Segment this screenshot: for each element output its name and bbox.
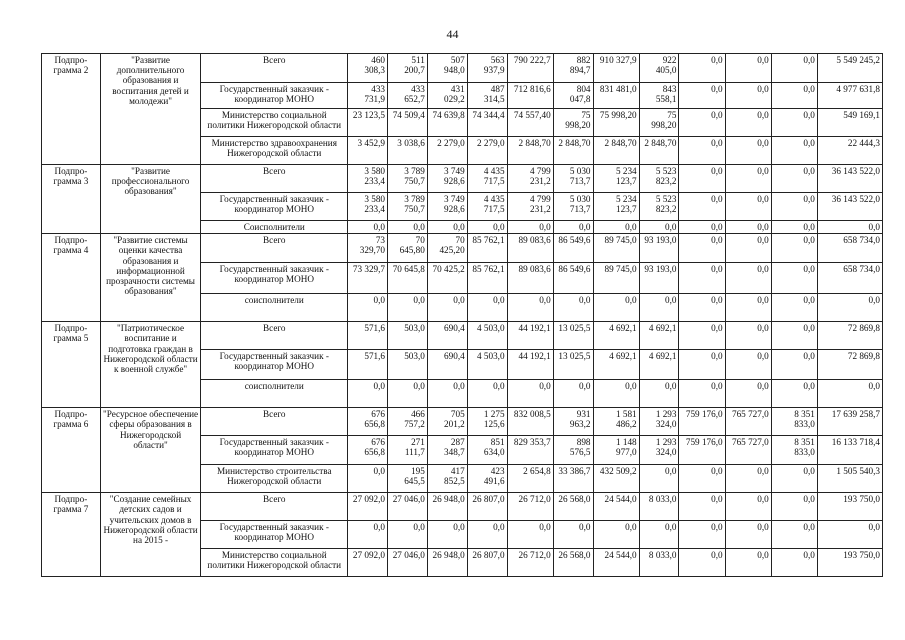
year-value-cell: 5 234 123,7: [593, 165, 639, 193]
year-value-cell: 931 963,2: [553, 408, 593, 436]
year-value-cell: 0,0: [679, 137, 725, 165]
year-value-cell: 563 937,9: [467, 54, 507, 83]
year-value-cell: 3 580 233,4: [348, 193, 388, 221]
year-value-cell: 843 558,1: [639, 83, 679, 109]
year-value-cell: 75 998,20: [593, 109, 639, 137]
year-value-cell: 0,0: [725, 221, 771, 234]
year-value-cell: 0,0: [725, 322, 771, 350]
year-value-cell: 4 692,1: [639, 350, 679, 380]
year-value-cell: 0,0: [725, 294, 771, 322]
funding-source: Министерство строительства Нижегородской области: [201, 465, 348, 493]
total-cell: 658 734,0: [817, 263, 882, 294]
year-value-cell: 5 523 823,2: [639, 193, 679, 221]
year-value-cell: 0,0: [427, 521, 467, 549]
year-value-cell: 3 789 750,7: [388, 165, 428, 193]
year-value-cell: 882 894,7: [553, 54, 593, 83]
year-value-cell: 765 727,0: [725, 436, 771, 465]
program-name: "Развитие системы оценки качества образования и информационной прозрачности системы образования": [100, 234, 201, 322]
year-value-cell: 0,0: [639, 294, 679, 322]
funding-source: Министерство социальной политики Нижегородской области: [201, 549, 348, 577]
year-value-cell: 75 998,20: [639, 109, 679, 137]
year-value-cell: 571,6: [348, 350, 388, 380]
year-value-cell: 0,0: [771, 234, 817, 263]
funding-source: Всего: [201, 165, 348, 193]
year-value-cell: 0,0: [388, 380, 428, 408]
year-value-cell: 922 405,0: [639, 54, 679, 83]
year-value-cell: 86 549,6: [553, 263, 593, 294]
funding-source: Государственный заказчик - координатор МОНО: [201, 83, 348, 109]
year-value-cell: 73 329,7: [348, 263, 388, 294]
year-value-cell: 0,0: [679, 221, 725, 234]
year-value-cell: 3 789 750,7: [388, 193, 428, 221]
year-value-cell: 0,0: [771, 109, 817, 137]
program-label: Подпро-грамма 7: [42, 493, 101, 577]
total-cell: 1 505 540,3: [817, 465, 882, 493]
year-value-cell: 70 425,2: [427, 263, 467, 294]
year-value-cell: 804 047,8: [553, 83, 593, 109]
year-value-cell: 0,0: [427, 221, 467, 234]
year-value-cell: 0,0: [507, 221, 553, 234]
year-value-cell: 503,0: [388, 322, 428, 350]
year-value-cell: 2 848,70: [553, 137, 593, 165]
year-value-cell: 0,0: [427, 294, 467, 322]
year-value-cell: 89 083,6: [507, 234, 553, 263]
year-value-cell: 0,0: [771, 322, 817, 350]
year-value-cell: 2 848,70: [639, 137, 679, 165]
year-value-cell: 4 799 231,2: [507, 165, 553, 193]
year-value-cell: 5 030 713,7: [553, 193, 593, 221]
year-value-cell: 0,0: [725, 54, 771, 83]
total-cell: 0,0: [817, 521, 882, 549]
year-value-cell: 0,0: [507, 380, 553, 408]
funding-source: Государственный заказчик - координатор МОНО: [201, 350, 348, 380]
year-value-cell: 3 749 928,6: [427, 165, 467, 193]
year-value-cell: 0,0: [771, 493, 817, 521]
year-value-cell: 1 293 324,0: [639, 408, 679, 436]
year-value-cell: 898 576,5: [553, 436, 593, 465]
table-row: [42, 234, 883, 263]
year-value-cell: 23 123,5: [348, 109, 388, 137]
year-value-cell: 26 568,0: [553, 549, 593, 577]
year-value-cell: 0,0: [679, 350, 725, 380]
year-value-cell: 2 848,70: [507, 137, 553, 165]
year-value-cell: 0,0: [725, 263, 771, 294]
year-value-cell: 26 807,0: [467, 549, 507, 577]
year-value-cell: 74 557,40: [507, 109, 553, 137]
program-label: Подпро-грамма 5: [42, 322, 101, 408]
year-value-cell: 2 279,0: [467, 137, 507, 165]
year-value-cell: 423 491,6: [467, 465, 507, 493]
year-value-cell: 0,0: [771, 380, 817, 408]
year-value-cell: 0,0: [388, 221, 428, 234]
year-value-cell: 0,0: [553, 221, 593, 234]
table-row: [42, 322, 883, 350]
year-value-cell: 93 193,0: [639, 263, 679, 294]
funding-source: Всего: [201, 54, 348, 83]
year-value-cell: 432 509,2: [593, 465, 639, 493]
total-cell: 4 977 631,8: [817, 83, 882, 109]
total-cell: 0,0: [817, 380, 882, 408]
year-value-cell: 27 046,0: [388, 549, 428, 577]
year-value-cell: 676 656,8: [348, 408, 388, 436]
year-value-cell: 0,0: [593, 380, 639, 408]
table-row: [42, 493, 883, 521]
table-row: [42, 408, 883, 436]
year-value-cell: 24 544,0: [593, 493, 639, 521]
year-value-cell: 3 749 928,6: [427, 193, 467, 221]
total-cell: 549 169,1: [817, 109, 882, 137]
year-value-cell: 8 033,0: [639, 493, 679, 521]
year-value-cell: 0,0: [467, 521, 507, 549]
year-value-cell: 0,0: [725, 521, 771, 549]
total-cell: 72 869,8: [817, 322, 882, 350]
total-cell: 36 143 522,0: [817, 165, 882, 193]
year-value-cell: 0,0: [639, 221, 679, 234]
year-value-cell: 26 807,0: [467, 493, 507, 521]
year-value-cell: 0,0: [553, 380, 593, 408]
year-value-cell: 5 523 823,2: [639, 165, 679, 193]
year-value-cell: 2 848,70: [593, 137, 639, 165]
year-value-cell: 0,0: [725, 193, 771, 221]
year-value-cell: 0,0: [725, 465, 771, 493]
year-value-cell: 2 654,8: [507, 465, 553, 493]
year-value-cell: 70 645,80: [388, 234, 428, 263]
year-value-cell: 0,0: [467, 221, 507, 234]
year-value-cell: 0,0: [679, 83, 725, 109]
year-value-cell: 417 852,5: [427, 465, 467, 493]
year-value-cell: 0,0: [679, 493, 725, 521]
year-value-cell: 0,0: [553, 521, 593, 549]
year-value-cell: 0,0: [348, 380, 388, 408]
year-value-cell: 0,0: [771, 549, 817, 577]
program-name: "Патриотическое воспитание и подготовка граждан в Нижегородской области к военной службе": [100, 322, 201, 408]
year-value-cell: 690,4: [427, 322, 467, 350]
total-cell: 5 549 245,2: [817, 54, 882, 83]
program-name: "Создание семейных детских садов и учительских домов в Нижегородской области на 2015 -: [100, 493, 201, 577]
funding-source: соисполнители: [201, 380, 348, 408]
year-value-cell: 0,0: [679, 263, 725, 294]
year-value-cell: 0,0: [593, 294, 639, 322]
year-value-cell: 0,0: [771, 137, 817, 165]
year-value-cell: 27 092,0: [348, 549, 388, 577]
year-value-cell: 759 176,0: [679, 436, 725, 465]
year-value-cell: 712 816,6: [507, 83, 553, 109]
total-cell: 22 444,3: [817, 137, 882, 165]
year-value-cell: 487 314,5: [467, 83, 507, 109]
year-value-cell: 0,0: [771, 83, 817, 109]
table-row: [42, 54, 883, 83]
program-label: Подпро-грамма 4: [42, 234, 101, 322]
year-value-cell: 3 452,9: [348, 137, 388, 165]
year-value-cell: 759 176,0: [679, 408, 725, 436]
year-value-cell: 0,0: [639, 465, 679, 493]
year-value-cell: 0,0: [771, 54, 817, 83]
year-value-cell: 3 580 233,4: [348, 165, 388, 193]
total-cell: 193 750,0: [817, 549, 882, 577]
year-value-cell: 75 998,20: [553, 109, 593, 137]
year-value-cell: 0,0: [679, 380, 725, 408]
program-label: Подпро-грамма 3: [42, 165, 101, 234]
year-value-cell: 503,0: [388, 350, 428, 380]
year-value-cell: 0,0: [679, 109, 725, 137]
year-value-cell: 8 351 833,0: [771, 436, 817, 465]
funding-source: Государственный заказчик - координатор МОНО: [201, 521, 348, 549]
year-value-cell: 0,0: [725, 549, 771, 577]
funding-source: Всего: [201, 493, 348, 521]
year-value-cell: 0,0: [388, 521, 428, 549]
year-value-cell: 93 193,0: [639, 234, 679, 263]
year-value-cell: 85 762,1: [467, 263, 507, 294]
year-value-cell: 0,0: [348, 221, 388, 234]
year-value-cell: 195 645,5: [388, 465, 428, 493]
year-value-cell: 0,0: [507, 521, 553, 549]
total-cell: 72 869,8: [817, 350, 882, 380]
year-value-cell: 89 083,6: [507, 263, 553, 294]
program-label: Подпро-грамма 2: [42, 54, 101, 165]
year-value-cell: 0,0: [771, 193, 817, 221]
year-value-cell: 0,0: [388, 294, 428, 322]
year-value-cell: 70 645,8: [388, 263, 428, 294]
year-value-cell: 44 192,1: [507, 322, 553, 350]
year-value-cell: 8 033,0: [639, 549, 679, 577]
year-value-cell: 460 308,3: [348, 54, 388, 83]
year-value-cell: 765 727,0: [725, 408, 771, 436]
year-value-cell: 1 275 125,6: [467, 408, 507, 436]
year-value-cell: 0,0: [679, 54, 725, 83]
year-value-cell: 466 757,2: [388, 408, 428, 436]
year-value-cell: 26 712,0: [507, 549, 553, 577]
year-value-cell: 0,0: [771, 263, 817, 294]
year-value-cell: 431 029,2: [427, 83, 467, 109]
year-value-cell: 44 192,1: [507, 350, 553, 380]
year-value-cell: 0,0: [725, 83, 771, 109]
year-value-cell: 0,0: [467, 294, 507, 322]
year-value-cell: 4 503,0: [467, 350, 507, 380]
year-value-cell: 0,0: [348, 294, 388, 322]
year-value-cell: 85 762,1: [467, 234, 507, 263]
year-value-cell: 0,0: [348, 521, 388, 549]
year-value-cell: 4 692,1: [639, 322, 679, 350]
year-value-cell: 0,0: [771, 165, 817, 193]
year-value-cell: 4 799 231,2: [507, 193, 553, 221]
year-value-cell: 26 568,0: [553, 493, 593, 521]
total-cell: 193 750,0: [817, 493, 882, 521]
total-cell: 0,0: [817, 221, 882, 234]
year-value-cell: 0,0: [771, 294, 817, 322]
year-value-cell: 0,0: [467, 380, 507, 408]
year-value-cell: 0,0: [553, 294, 593, 322]
year-value-cell: 851 634,0: [467, 436, 507, 465]
year-value-cell: 74 344,4: [467, 109, 507, 137]
year-value-cell: 910 327,9: [593, 54, 639, 83]
year-value-cell: 74 509,4: [388, 109, 428, 137]
year-value-cell: 4 692,1: [593, 322, 639, 350]
year-value-cell: 0,0: [593, 221, 639, 234]
year-value-cell: 0,0: [348, 465, 388, 493]
year-value-cell: 0,0: [725, 380, 771, 408]
year-value-cell: 0,0: [593, 521, 639, 549]
year-value-cell: 26 712,0: [507, 493, 553, 521]
year-value-cell: 433 731,9: [348, 83, 388, 109]
year-value-cell: 13 025,5: [553, 350, 593, 380]
year-value-cell: 832 008,5: [507, 408, 553, 436]
year-value-cell: 13 025,5: [553, 322, 593, 350]
year-value-cell: 4 435 717,5: [467, 165, 507, 193]
year-value-cell: 829 353,7: [507, 436, 553, 465]
year-value-cell: 3 038,6: [388, 137, 428, 165]
year-value-cell: 0,0: [507, 294, 553, 322]
program-name: "Развитие дополнительного образования и воспитания детей и молодежи": [100, 54, 201, 165]
year-value-cell: 0,0: [725, 234, 771, 263]
year-value-cell: 0,0: [639, 380, 679, 408]
year-value-cell: 89 745,0: [593, 263, 639, 294]
year-value-cell: 0,0: [725, 165, 771, 193]
funding-source: Всего: [201, 234, 348, 263]
funding-source: Государственный заказчик - координатор МОНО: [201, 193, 348, 221]
year-value-cell: 4 435 717,5: [467, 193, 507, 221]
year-value-cell: 89 745,0: [593, 234, 639, 263]
year-value-cell: 27 092,0: [348, 493, 388, 521]
year-value-cell: 0,0: [679, 322, 725, 350]
program-label: Подпро-грамма 6: [42, 408, 101, 493]
total-cell: 36 143 522,0: [817, 193, 882, 221]
year-value-cell: 33 386,7: [553, 465, 593, 493]
year-value-cell: 0,0: [679, 234, 725, 263]
funding-source: соисполнители: [201, 294, 348, 322]
year-value-cell: 0,0: [725, 109, 771, 137]
program-name: "Ресурсное обеспечение сферы образования в Нижегородской области": [100, 408, 201, 493]
year-value-cell: 0,0: [771, 221, 817, 234]
year-value-cell: 74 639,8: [427, 109, 467, 137]
year-value-cell: 507 948,0: [427, 54, 467, 83]
year-value-cell: 8 351 833,0: [771, 408, 817, 436]
year-value-cell: 70 425,20: [427, 234, 467, 263]
year-value-cell: 0,0: [639, 521, 679, 549]
year-value-cell: 26 948,0: [427, 549, 467, 577]
funding-source: Министерство здравоохранения Нижегородской области: [201, 137, 348, 165]
year-value-cell: 0,0: [725, 350, 771, 380]
year-value-cell: 0,0: [771, 521, 817, 549]
year-value-cell: 0,0: [725, 137, 771, 165]
funding-source: Государственный заказчик - координатор МОНО: [201, 436, 348, 465]
year-value-cell: 1 148 977,0: [593, 436, 639, 465]
year-value-cell: 0,0: [679, 549, 725, 577]
year-value-cell: 4 503,0: [467, 322, 507, 350]
funding-source: Государственный заказчик - координатор МОНО: [201, 263, 348, 294]
year-value-cell: 0,0: [679, 465, 725, 493]
program-name: "Развитие профессионального образования": [100, 165, 201, 234]
funding-source: Всего: [201, 322, 348, 350]
table-row: [42, 165, 883, 193]
year-value-cell: 0,0: [771, 465, 817, 493]
total-cell: 16 133 718,4: [817, 436, 882, 465]
year-value-cell: 4 692,1: [593, 350, 639, 380]
year-value-cell: 5 030 713,7: [553, 165, 593, 193]
year-value-cell: 705 201,2: [427, 408, 467, 436]
year-value-cell: 831 481,0: [593, 83, 639, 109]
year-value-cell: 0,0: [679, 294, 725, 322]
year-value-cell: 0,0: [427, 380, 467, 408]
year-value-cell: 27 046,0: [388, 493, 428, 521]
year-value-cell: 0,0: [725, 493, 771, 521]
year-value-cell: 287 348,7: [427, 436, 467, 465]
year-value-cell: 790 222,7: [507, 54, 553, 83]
year-value-cell: 690,4: [427, 350, 467, 380]
year-value-cell: 24 544,0: [593, 549, 639, 577]
year-value-cell: 0,0: [679, 193, 725, 221]
page-number: 44: [446, 27, 459, 41]
year-value-cell: 0,0: [679, 165, 725, 193]
funding-source: Министерство социальной политики Нижегородской области: [201, 109, 348, 137]
funding-source: Соисполнители: [201, 221, 348, 234]
year-value-cell: 1 293 324,0: [639, 436, 679, 465]
year-value-cell: 5 234 123,7: [593, 193, 639, 221]
year-value-cell: 86 549,6: [553, 234, 593, 263]
year-value-cell: 433 652,7: [388, 83, 428, 109]
year-value-cell: 1 581 486,2: [593, 408, 639, 436]
year-value-cell: 676 656,8: [348, 436, 388, 465]
year-value-cell: 571,6: [348, 322, 388, 350]
year-value-cell: 511 200,7: [388, 54, 428, 83]
year-value-cell: 73 329,70: [348, 234, 388, 263]
year-value-cell: 271 111,7: [388, 436, 428, 465]
year-value-cell: 26 948,0: [427, 493, 467, 521]
total-cell: 17 639 258,7: [817, 408, 882, 436]
year-value-cell: 0,0: [679, 521, 725, 549]
year-value-cell: 2 279,0: [427, 137, 467, 165]
total-cell: 0,0: [817, 294, 882, 322]
funding-source: Всего: [201, 408, 348, 436]
total-cell: 658 734,0: [817, 234, 882, 263]
budget-table: [41, 53, 883, 577]
year-value-cell: 0,0: [771, 350, 817, 380]
